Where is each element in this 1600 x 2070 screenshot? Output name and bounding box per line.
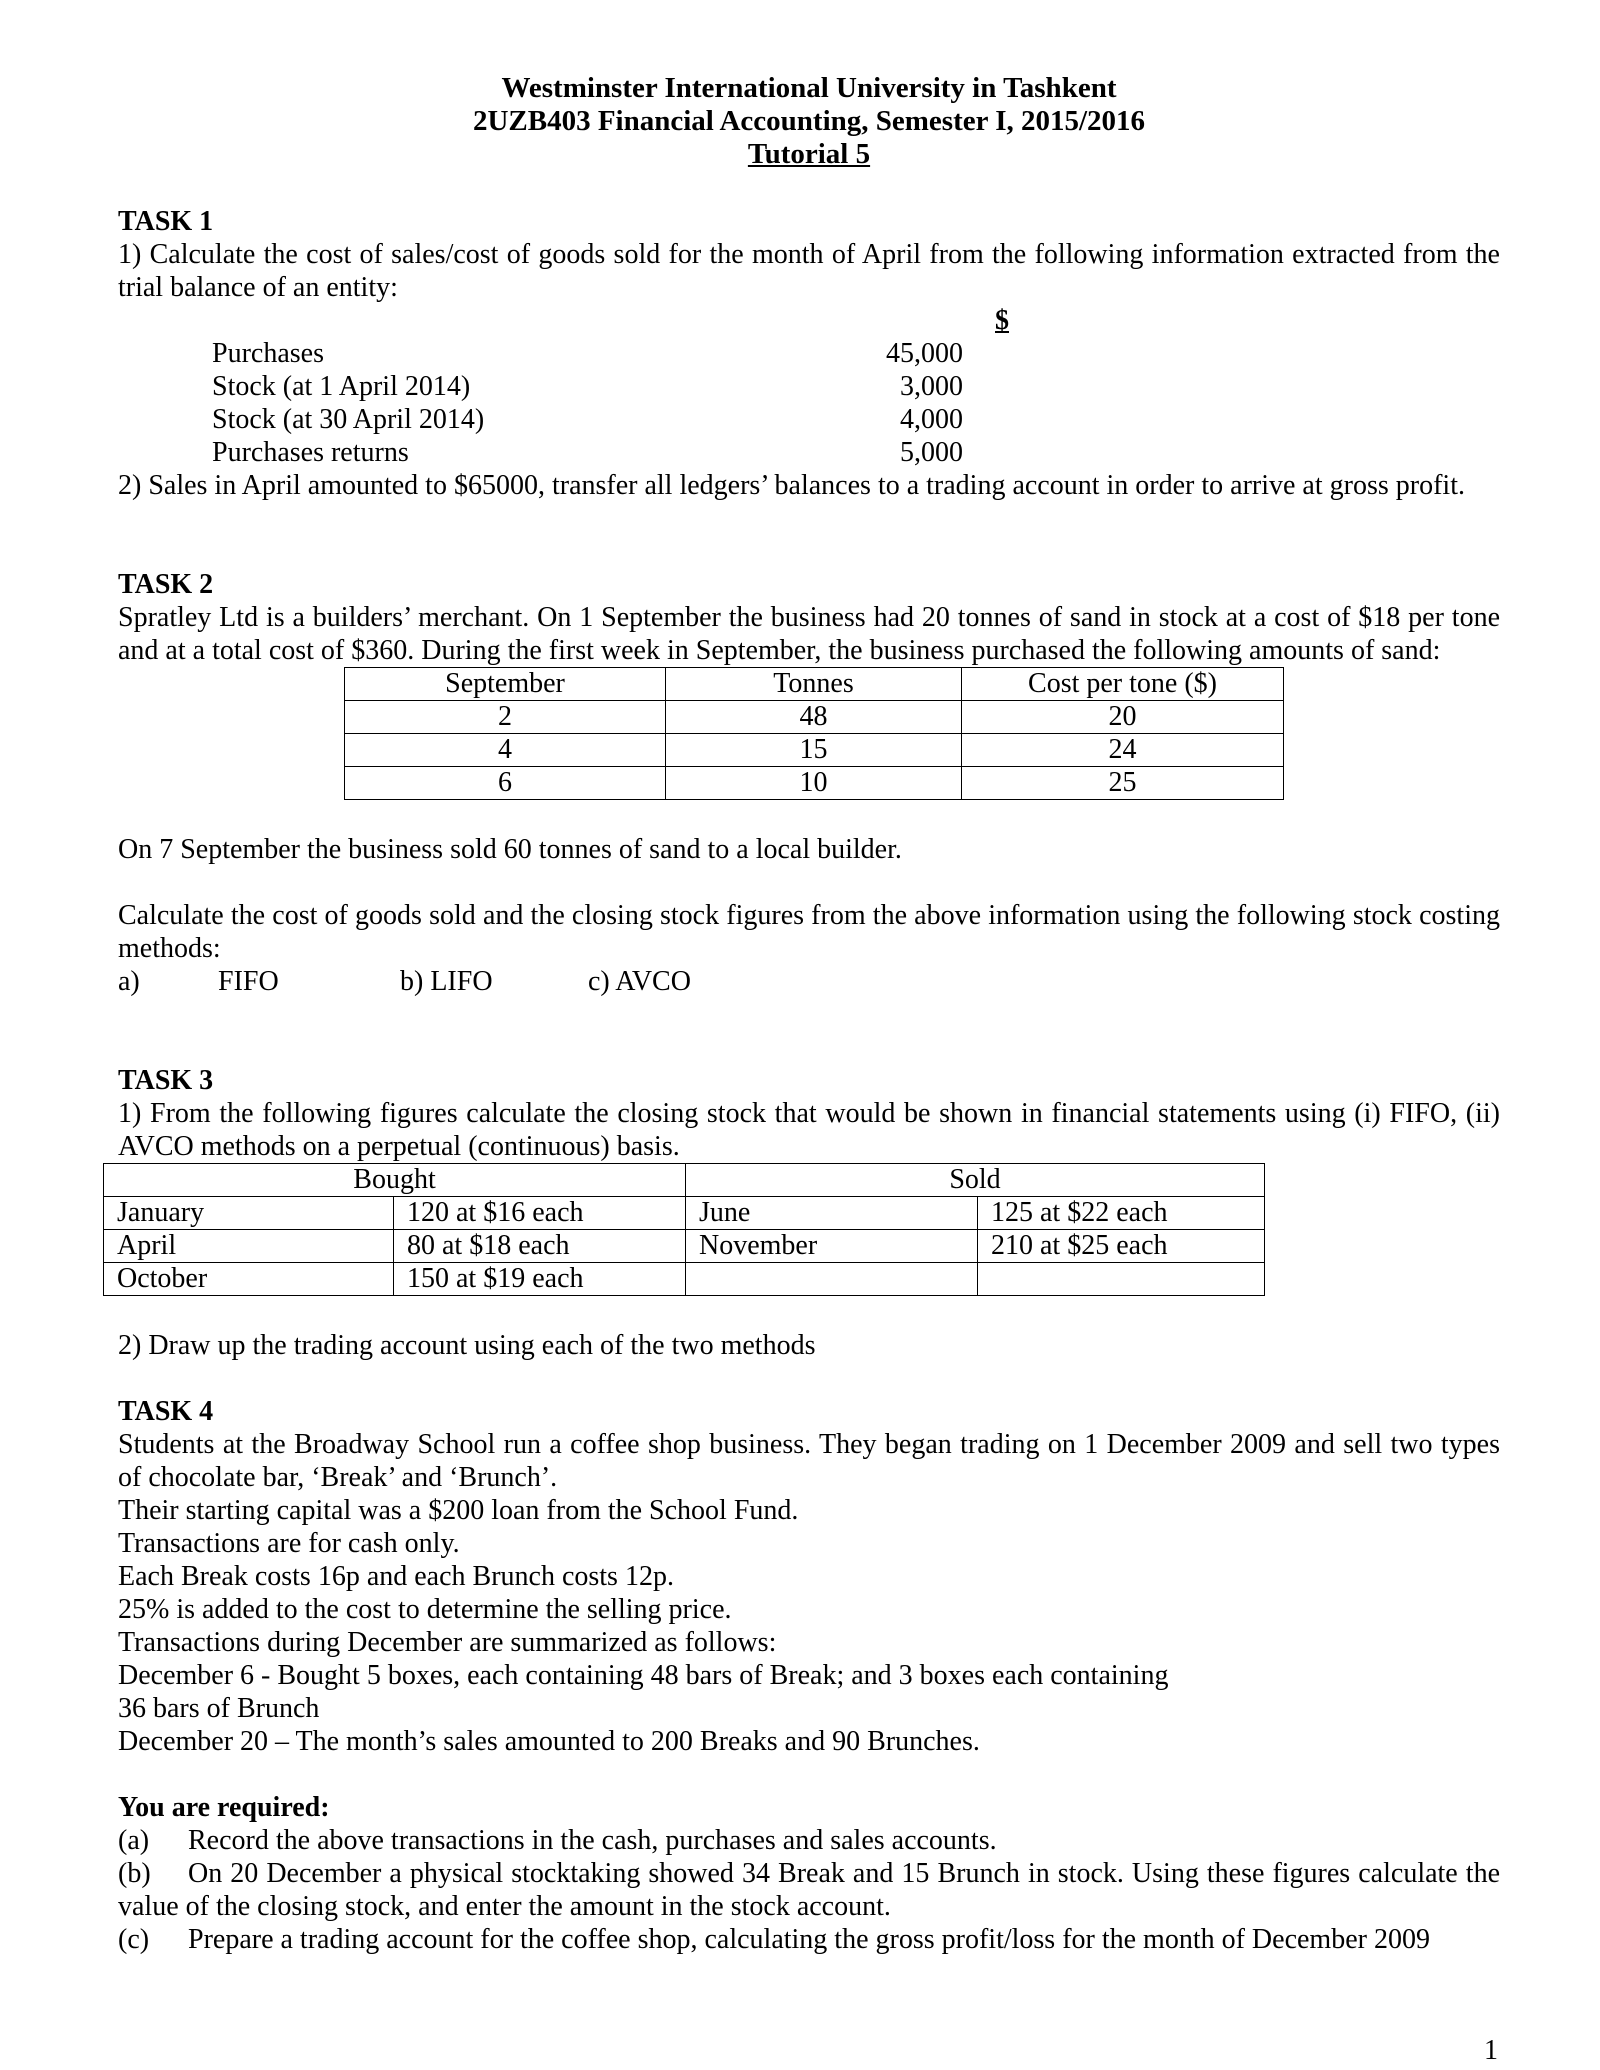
- table-cell: 210 at $25 each: [978, 1230, 1265, 1263]
- task-4-line: Their starting capital was a $200 loan from the School Fund.: [118, 1495, 799, 1526]
- task-2: [118, 568, 1500, 998]
- table-cell: October: [104, 1263, 394, 1296]
- table-row: [104, 1263, 1265, 1296]
- table-cell: 4: [345, 734, 666, 767]
- task-4-line: Each Break costs 16p and each Brunch costs 12p.: [118, 1561, 674, 1592]
- requirement-text: On 20 December a physical stocktaking showed 34 Break and 15 Brunch in stock. Using these figures calculate the value of the closing stock, and enter the amount in the stock account.: [118, 1858, 1500, 1922]
- table-cell: 10: [666, 767, 962, 800]
- stock-movements-table: [103, 1163, 1265, 1296]
- task-1-part-2: 2) Sales in April amounted to $65000, transfer all ledgers’ balances to a trading account in order to arrive at gross profit.: [118, 470, 1465, 501]
- task-4-line: December 20 – The month’s sales amounted to 200 Breaks and 90 Brunches.: [118, 1726, 980, 1757]
- table-cell: 6: [345, 767, 666, 800]
- task-2-intro: Spratley Ltd is a builders’ merchant. On 1 September the business had 20 tonnes of sand in stock at a cost of $18 per tone and at a total cost of $360. During the first week in September, the business purchased the following amounts of sand:: [118, 602, 1500, 666]
- table-cell: 25: [962, 767, 1284, 800]
- task-4-line: 25% is added to the cost to determine the selling price.: [118, 1594, 732, 1625]
- table-cell: 48: [666, 701, 962, 734]
- task-2-instruction: Calculate the cost of goods sold and the closing stock figures from the above information using the following stock costing methods:: [118, 900, 1500, 964]
- table-cell: April: [104, 1230, 394, 1263]
- table-cell: [686, 1263, 978, 1296]
- sold-header: Sold: [686, 1164, 1265, 1197]
- task-4-intro: Students at the Broadway School run a coffee shop business. They began trading on 1 December 2009 and sell two types of chocolate bar, ‘Break’ and ‘Brunch’.: [118, 1429, 1500, 1493]
- figure-value: 45,000: [886, 338, 963, 369]
- costing-methods: [118, 965, 1500, 998]
- table-row: [345, 734, 1284, 767]
- figure-row: [118, 403, 1500, 436]
- column-header: Tonnes: [666, 668, 962, 701]
- task-4: [118, 1395, 1500, 1956]
- method-a-tag: a): [118, 966, 140, 997]
- table-header-row: [104, 1164, 1265, 1197]
- table-cell: [978, 1263, 1265, 1296]
- table-cell: 20: [962, 701, 1284, 734]
- university-name: Westminster International University in Tashkent: [501, 72, 1117, 104]
- method-lifo: b) LIFO: [400, 966, 493, 997]
- figure-label: Purchases: [212, 338, 324, 369]
- bought-header: Bought: [104, 1164, 686, 1197]
- requirement-item: [118, 1824, 1500, 1857]
- required-title: You are required:: [118, 1792, 330, 1823]
- method-fifo: FIFO: [218, 966, 279, 997]
- figure-row: [118, 337, 1500, 370]
- task-3-title: TASK 3: [118, 1065, 214, 1096]
- column-header: Cost per tone ($): [962, 668, 1284, 701]
- figure-label: Stock (at 1 April 2014): [212, 371, 471, 402]
- figure-row: [118, 370, 1500, 403]
- task-3-intro: 1) From the following figures calculate the closing stock that would be shown in financial statements using (i) FIFO, (ii) AVCO methods on a perpetual (continuous) basis.: [118, 1098, 1500, 1162]
- method-avco: c) AVCO: [588, 966, 691, 997]
- requirement-tag: (c): [118, 1924, 150, 1955]
- requirement-text: Prepare a trading account for the coffee shop, calculating the gross profit/loss for the month of December 2009: [188, 1924, 1430, 1955]
- requirement-tag: (b): [118, 1858, 151, 1889]
- document-page: [118, 72, 1500, 1956]
- table-row: [345, 701, 1284, 734]
- task-4-line: December 6 - Bought 5 boxes, each containing 48 bars of Break; and 3 boxes each containing: [118, 1660, 1169, 1691]
- figure-label: Purchases returns: [212, 437, 409, 468]
- figure-value: 5,000: [900, 437, 963, 468]
- task-3: [118, 1064, 1500, 1362]
- task-1: [118, 205, 1500, 502]
- figure-value: 3,000: [900, 371, 963, 402]
- purchases-table: [344, 667, 1284, 800]
- table-header-row: [345, 668, 1284, 701]
- page-number: 1: [1484, 2035, 1498, 2066]
- table-row: [345, 767, 1284, 800]
- table-cell: 150 at $19 each: [394, 1263, 686, 1296]
- task-2-title: TASK 2: [118, 569, 214, 600]
- figure-value: 4,000: [900, 404, 963, 435]
- task-3-part-2: 2) Draw up the trading account using each of the two methods: [118, 1330, 816, 1361]
- tutorial-title: Tutorial 5: [747, 138, 871, 170]
- figure-label: Stock (at 30 April 2014): [212, 404, 485, 435]
- requirement-tag: (a): [118, 1825, 150, 1856]
- task-4-title: TASK 4: [118, 1396, 214, 1427]
- table-cell: 120 at $16 each: [394, 1197, 686, 1230]
- table-cell: January: [104, 1197, 394, 1230]
- requirement-text: Record the above transactions in the cash, purchases and sales accounts.: [188, 1825, 997, 1856]
- table-cell: 80 at $18 each: [394, 1230, 686, 1263]
- document-header: [118, 72, 1500, 171]
- task-1-intro: 1) Calculate the cost of sales/cost of goods sold for the month of April from the following information extracted from the trial balance of an entity:: [118, 239, 1500, 303]
- task-2-sale: On 7 September the business sold 60 tonnes of sand to a local builder.: [118, 834, 902, 865]
- task-4-line: 36 bars of Brunch: [118, 1693, 320, 1724]
- table-row: [104, 1230, 1265, 1263]
- column-header: September: [345, 668, 666, 701]
- task-1-title: TASK 1: [118, 206, 214, 237]
- table-cell: 125 at $22 each: [978, 1197, 1265, 1230]
- task-4-line: Transactions are for cash only.: [118, 1528, 460, 1559]
- table-row: [104, 1197, 1265, 1230]
- requirement-item: [118, 1857, 1500, 1923]
- task-4-line: Transactions during December are summarized as follows:: [118, 1627, 777, 1658]
- table-cell: June: [686, 1197, 978, 1230]
- requirement-item: [118, 1923, 1500, 1956]
- currency-header: $: [995, 305, 1009, 336]
- table-cell: 24: [962, 734, 1284, 767]
- figure-row: [118, 436, 1500, 469]
- table-cell: November: [686, 1230, 978, 1263]
- table-cell: 2: [345, 701, 666, 734]
- table-cell: 15: [666, 734, 962, 767]
- course-title: 2UZB403 Financial Accounting, Semester I, 2015/2016: [472, 105, 1146, 137]
